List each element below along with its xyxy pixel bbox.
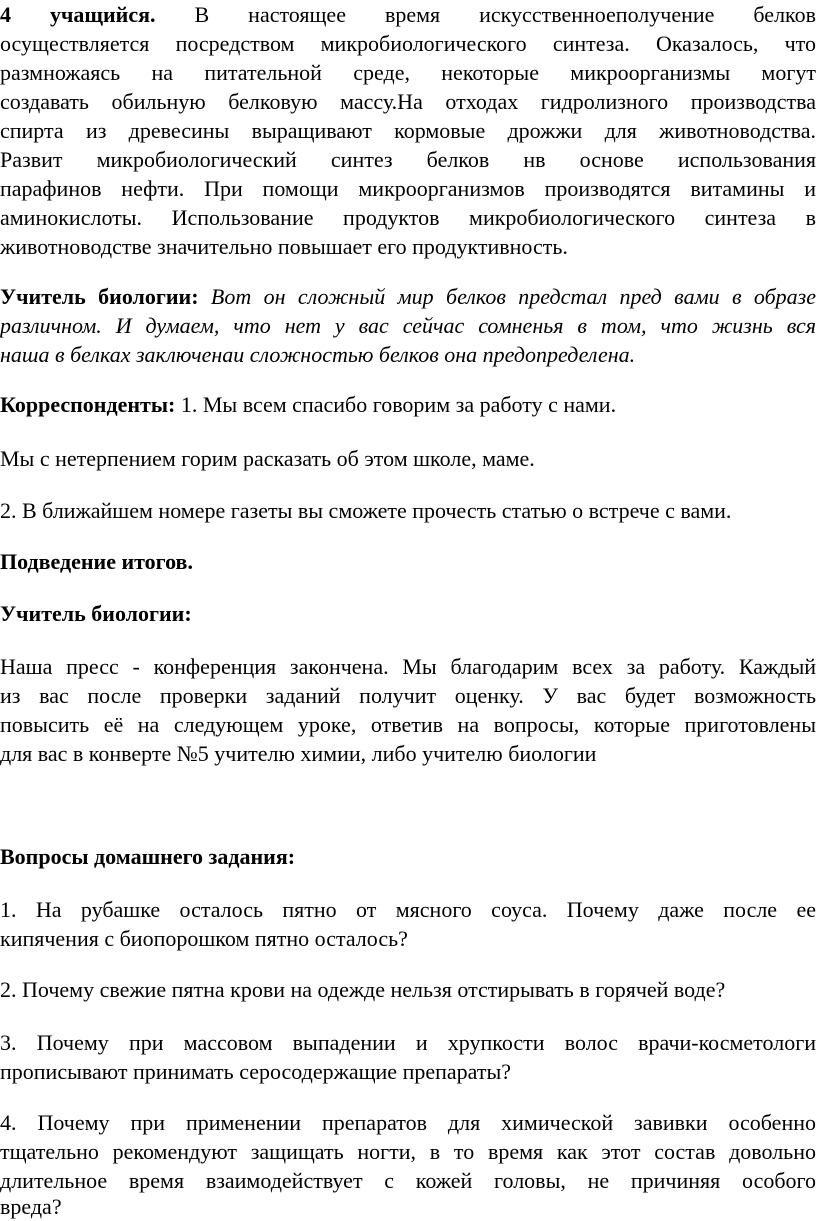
student-4-text-line: размножаясь на питательной среде, некоторые микроорганизмы могут (0, 60, 816, 85)
student-4-text-line: создавать обильную белковую массу.На отходах гидролизного производства (0, 89, 816, 114)
student-4-text-line: осуществляется посредством микробиологического синтеза. Оказалось, что (0, 31, 816, 56)
correspondents-text-3: 2. В ближайшем номере газеты вы сможете прочесть статью о встрече с вами. (0, 498, 732, 523)
student-4-text-line: Развит микробиологический синтез белков нв основе использования (0, 147, 816, 172)
student-4-label: 4 учащийся. (0, 2, 156, 27)
question-1-line: кипячения с биопорошком пятно осталось? (0, 926, 408, 951)
question-2-line: 2. Почему свежие пятна крови на одежде нельзя отстирывать в горячей воде? (0, 977, 726, 1002)
biology-teacher-text-line: Вот он сложный мир белков предстал пред вами в образе (210, 284, 816, 309)
question-4-line: 4. Почему при применении препаратов для химической завивки особенно (0, 1110, 816, 1135)
biology-teacher-text-line: различном. И думаем, что нет у вас сейчас сомненья в том, что жизнь вся (0, 313, 816, 338)
summary-heading: Подведение итогов. (0, 549, 193, 574)
correspondents-label: Корреспонденты: (0, 392, 176, 417)
student-4-line-1 (0, 0, 816, 29)
closing-text-line: Наша пресс - конференция закончена. Мы благодарим всех за работу. Каждый (0, 654, 816, 679)
correspondents-text-2: Мы с нетерпением горим расказать об этом школе, маме. (0, 446, 535, 471)
biology-teacher-label: Учитель биологии: (0, 284, 199, 309)
question-4-line: вреда? (0, 1194, 62, 1219)
student-4-text-line: аминокислоты. Использование продуктов микробиологического синтеза в (0, 205, 816, 230)
question-4-line: тщательно рекомендуют защищать ногти, в то время как этот состав довольно (0, 1139, 816, 1164)
student-4-text-line: животноводстве значительно повышает его продуктивность. (0, 234, 568, 259)
biology-teacher-text-line: наша в белках заключенаи сложностью белков она предопределена. (0, 342, 636, 367)
homework-heading: Вопросы домашнего задания: (0, 844, 296, 869)
closing-text-line: повысить её на следующем уроке, ответив на вопросы, которые приготовлены (0, 712, 816, 737)
question-1-line: 1. На рубашке осталось пятно от мясного соуса. Почему даже после ее (0, 897, 816, 922)
student-4-text-line: спирта из древесины выращивают кормовые дрожжи для животноводства. (0, 118, 816, 143)
student-4-text-line: В настоящее время искусственноеполучение белков (194, 2, 816, 27)
question-4-line: длительное время взаимодействует с кожей головы, не причиняя особого (0, 1168, 816, 1193)
correspondents-line (0, 390, 616, 419)
closing-text-line: для вас в конверте №5 учителю химии, либо учителю биологии (0, 741, 597, 766)
student-4-text-line: парафинов нефти. При помощи микроорганизмов производятся витамины и (0, 176, 816, 201)
biology-teacher-heading: Учитель биологии: (0, 601, 192, 626)
closing-text-line: из вас после проверки заданий получит оценку. У вас будет возможность (0, 683, 816, 708)
biology-teacher-line-1 (0, 282, 816, 311)
question-3-line: прописывают принимать серосодержащие препараты? (0, 1059, 512, 1084)
question-3-line: 3. Почему при массовом выпадении и хрупкости волос врачи-косметологи (0, 1030, 816, 1055)
correspondents-text: 1. Мы всем спасибо говорим за работу с нами. (180, 392, 617, 417)
